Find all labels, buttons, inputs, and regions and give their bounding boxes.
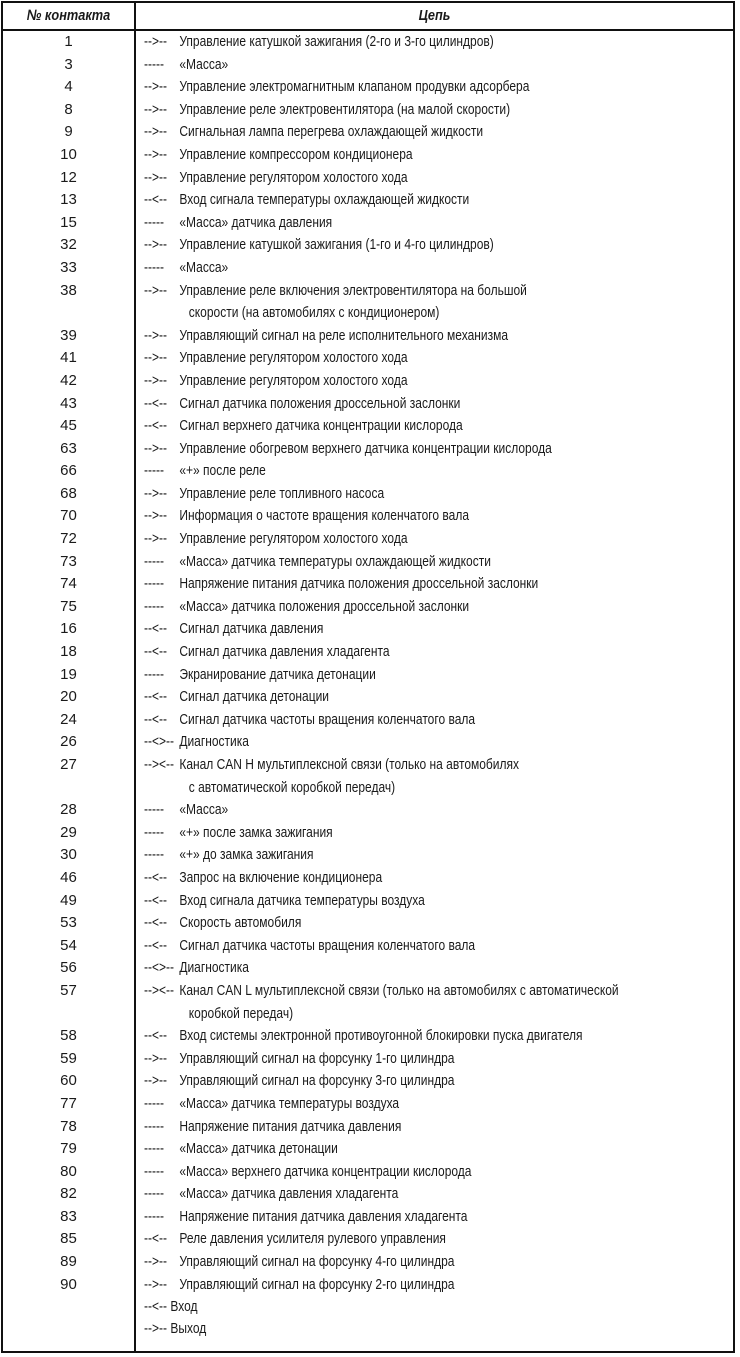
circuit-cell bbox=[144, 1274, 615, 1297]
table-row bbox=[3, 1116, 733, 1139]
circuit-cell bbox=[144, 754, 615, 799]
circuit-description: «Масса» bbox=[179, 55, 229, 73]
circuit-description: Управляющий сигнал на форсунку 3-го цилиндра bbox=[179, 1072, 455, 1090]
circuit-description: Вход сигнала датчика температуры воздуха bbox=[179, 891, 425, 909]
contact-number: 10 bbox=[60, 145, 77, 163]
contact-number: 46 bbox=[60, 868, 77, 886]
table-row bbox=[3, 528, 733, 551]
signal-direction-icon: --<-- bbox=[144, 891, 167, 909]
table-row bbox=[3, 1183, 733, 1206]
circuit-cell bbox=[144, 618, 615, 641]
signal-direction-icon: ----- bbox=[144, 1094, 164, 1112]
circuit-description: Управление регулятором холостого хода bbox=[179, 371, 408, 389]
table-row bbox=[3, 890, 733, 913]
table-row bbox=[3, 1206, 733, 1229]
table-row bbox=[3, 189, 733, 212]
signal-direction-icon: -->-- bbox=[144, 530, 167, 548]
signal-direction-icon: ----- bbox=[144, 1185, 164, 1203]
circuit-cell bbox=[144, 1183, 615, 1206]
signal-direction-icon: ----- bbox=[144, 846, 164, 864]
signal-direction-icon: --<-- bbox=[144, 1027, 167, 1045]
table-row bbox=[3, 1048, 733, 1071]
contact-number: 12 bbox=[60, 168, 77, 186]
circuit-description: «+» после замка зажигания bbox=[179, 823, 333, 841]
contact-number: 80 bbox=[60, 1162, 77, 1180]
circuit-cell bbox=[144, 822, 615, 845]
signal-direction-icon: --<-- bbox=[144, 710, 167, 728]
signal-direction-icon: ----- bbox=[144, 462, 164, 480]
table-row bbox=[3, 754, 733, 799]
signal-direction-icon: -->-- bbox=[144, 281, 167, 299]
signal-direction-icon: -->-- bbox=[144, 439, 167, 457]
contact-number: 18 bbox=[60, 643, 77, 661]
circuit-cell bbox=[144, 483, 615, 506]
contact-number: 13 bbox=[60, 191, 77, 209]
table-row bbox=[3, 370, 733, 393]
circuit-cell bbox=[144, 980, 619, 1025]
table-row bbox=[3, 1093, 733, 1116]
circuit-description: Канал CAN H мультиплексной связи (только на автомобилях bbox=[179, 756, 519, 773]
table-row bbox=[3, 980, 733, 1025]
legend-cell bbox=[144, 1296, 615, 1318]
circuit-cell bbox=[144, 1161, 615, 1184]
table-row bbox=[3, 99, 733, 122]
signal-direction-icon: ----- bbox=[144, 665, 164, 683]
circuit-cell bbox=[144, 844, 615, 867]
circuit-description: Запрос на включение кондиционера bbox=[179, 868, 383, 886]
circuit-cell bbox=[144, 935, 615, 958]
signal-direction-icon: -->-- bbox=[144, 507, 167, 525]
circuit-cell bbox=[144, 1251, 615, 1274]
circuit-description: Вход сигнала температуры охлаждающей жидкости bbox=[179, 191, 470, 209]
contact-number: 32 bbox=[60, 236, 77, 254]
circuit-cell bbox=[144, 551, 615, 574]
table-row bbox=[3, 867, 733, 890]
table-row bbox=[3, 935, 733, 958]
table-row bbox=[3, 1228, 733, 1251]
circuit-description: Управление катушкой зажигания (2-го и 3-го цилиндров) bbox=[179, 33, 494, 50]
contact-number: 19 bbox=[60, 665, 77, 683]
signal-direction-icon: -->-- bbox=[144, 349, 167, 367]
circuit-cell bbox=[144, 505, 615, 528]
signal-direction-icon: ----- bbox=[144, 1207, 164, 1225]
contact-number: 30 bbox=[60, 846, 77, 864]
circuit-cell bbox=[144, 212, 615, 235]
signal-direction-icon: ----- bbox=[144, 258, 164, 276]
circuit-description: Управление реле включения электровентилятора на большой bbox=[179, 281, 527, 299]
circuit-description: Напряжение питания датчика давления хладагента bbox=[179, 1207, 468, 1225]
contact-number: 54 bbox=[60, 936, 77, 954]
circuit-cell bbox=[144, 596, 615, 619]
table-row bbox=[3, 438, 733, 461]
circuit-description: Экранирование датчика детонации bbox=[179, 665, 376, 683]
circuit-description-continued: с автоматической коробкой передач) bbox=[188, 778, 396, 796]
circuit-description: Управление регулятором холостого хода bbox=[179, 530, 408, 548]
circuit-description: «+» до замка зажигания bbox=[179, 846, 314, 864]
contact-number: 73 bbox=[60, 552, 77, 570]
table-body bbox=[3, 31, 733, 1340]
circuit-description: Сигнал датчика давления bbox=[179, 620, 324, 638]
contact-number: 79 bbox=[60, 1140, 77, 1158]
circuit-description: Управление реле топливного насоса bbox=[179, 484, 385, 502]
contact-number: 58 bbox=[60, 1027, 77, 1045]
pinout-table bbox=[1, 1, 735, 1353]
circuit-cell bbox=[144, 1048, 615, 1071]
contact-number: 42 bbox=[60, 371, 77, 389]
circuit-description: Управляющий сигнал на форсунку 1-го цилиндра bbox=[179, 1049, 455, 1067]
circuit-cell bbox=[144, 460, 615, 483]
table-row bbox=[3, 1251, 733, 1274]
circuit-description: Управление электромагнитным клапаном продувки адсорбера bbox=[179, 78, 530, 96]
table-row bbox=[3, 1025, 733, 1048]
circuit-description: Управляющий сигнал на форсунку 2-го цилиндра bbox=[179, 1275, 455, 1293]
signal-direction-icon: --<-- bbox=[144, 914, 167, 932]
table-row bbox=[3, 618, 733, 641]
circuit-description: Управляющий сигнал на реле исполнительного механизма bbox=[179, 326, 509, 344]
circuit-cell bbox=[144, 121, 615, 144]
circuit-description: Сигнал датчика детонации bbox=[179, 688, 329, 706]
circuit-description: Сигнал датчика давления хладагента bbox=[179, 643, 390, 661]
contact-number: 1 bbox=[64, 33, 73, 50]
circuit-cell bbox=[144, 280, 615, 325]
circuit-cell bbox=[144, 257, 615, 280]
table-row bbox=[3, 1138, 733, 1161]
circuit-cell bbox=[144, 1070, 615, 1093]
signal-direction-icon: ----- bbox=[144, 1162, 164, 1180]
circuit-description: Диагностика bbox=[179, 959, 249, 977]
table-row bbox=[3, 121, 733, 144]
table-row bbox=[3, 686, 733, 709]
circuit-cell bbox=[144, 1093, 615, 1116]
table-row bbox=[3, 415, 733, 438]
signal-direction-icon: --><-- bbox=[144, 981, 174, 999]
table-row bbox=[3, 799, 733, 822]
circuit-cell bbox=[144, 99, 615, 122]
table-row bbox=[3, 844, 733, 867]
signal-direction-icon: --<>-- bbox=[144, 733, 174, 751]
legend-cell bbox=[144, 1318, 615, 1340]
contact-number: 39 bbox=[60, 326, 77, 344]
circuit-cell bbox=[144, 1116, 615, 1139]
contact-number: 33 bbox=[60, 258, 77, 276]
circuit-cell bbox=[144, 189, 615, 212]
table-row bbox=[3, 1070, 733, 1093]
circuit-cell bbox=[144, 1138, 615, 1161]
contact-number: 63 bbox=[60, 439, 77, 457]
contact-number: 82 bbox=[60, 1185, 77, 1203]
table-row bbox=[3, 212, 733, 235]
circuit-description: Сигнал верхнего датчика концентрации кислорода bbox=[179, 417, 463, 435]
contact-number: 74 bbox=[60, 575, 77, 593]
circuit-description: «Масса» датчика температуры воздуха bbox=[179, 1094, 400, 1112]
circuit-description: «Масса» датчика температуры охлаждающей жидкости bbox=[179, 552, 491, 570]
contact-number: 20 bbox=[60, 688, 77, 706]
header-contact: № контакта bbox=[26, 7, 111, 24]
circuit-description: «Масса» датчика детонации bbox=[179, 1140, 338, 1158]
contact-number: 68 bbox=[60, 484, 77, 502]
circuit-cell bbox=[144, 347, 615, 370]
circuit-cell bbox=[144, 1025, 615, 1048]
circuit-description: «Масса» датчика положения дроссельной заслонки bbox=[179, 597, 470, 615]
contact-number: 8 bbox=[64, 100, 73, 118]
circuit-cell bbox=[144, 1206, 615, 1229]
contact-number: 78 bbox=[60, 1117, 77, 1135]
circuit-description: «Масса» датчика давления bbox=[179, 213, 333, 231]
signal-direction-icon: -->-- bbox=[144, 168, 167, 186]
signal-direction-icon: -->-- bbox=[144, 1320, 167, 1338]
circuit-cell bbox=[144, 731, 615, 754]
circuit-cell bbox=[144, 799, 615, 822]
signal-direction-icon: -->-- bbox=[144, 145, 167, 163]
circuit-description: Управление обогревом верхнего датчика концентрации кислорода bbox=[179, 439, 552, 457]
signal-direction-icon: -->-- bbox=[144, 1253, 167, 1271]
table-row bbox=[3, 54, 733, 77]
signal-direction-icon: ----- bbox=[144, 801, 164, 819]
contact-number: 9 bbox=[64, 123, 73, 141]
table-header bbox=[3, 3, 733, 31]
table-row bbox=[3, 822, 733, 845]
circuit-description: Напряжение питания датчика положения дроссельной заслонки bbox=[179, 575, 539, 593]
contact-number: 15 bbox=[60, 213, 77, 231]
contact-number: 75 bbox=[60, 597, 77, 615]
circuit-description: Напряжение питания датчика давления bbox=[179, 1117, 402, 1135]
contact-number: 24 bbox=[60, 710, 77, 728]
circuit-description: Диагностика bbox=[179, 733, 249, 751]
legend-label: Вход bbox=[170, 1298, 198, 1316]
contact-number: 66 bbox=[60, 462, 77, 480]
contact-number: 28 bbox=[60, 801, 77, 819]
circuit-cell bbox=[144, 54, 615, 77]
contact-number: 70 bbox=[60, 507, 77, 525]
contact-number: 56 bbox=[60, 959, 77, 977]
table-row bbox=[3, 144, 733, 167]
contact-number: 77 bbox=[60, 1094, 77, 1112]
circuit-description: «+» после реле bbox=[179, 462, 266, 480]
contact-number: 45 bbox=[60, 417, 77, 435]
contact-number: 83 bbox=[60, 1207, 77, 1225]
table-row bbox=[3, 1161, 733, 1184]
signal-direction-icon: -->-- bbox=[144, 123, 167, 141]
contact-number: 43 bbox=[60, 394, 77, 412]
signal-direction-icon: ----- bbox=[144, 552, 164, 570]
circuit-description: Управление регулятором холостого хода bbox=[179, 349, 408, 367]
circuit-cell bbox=[144, 957, 615, 980]
signal-direction-icon: -->-- bbox=[144, 371, 167, 389]
circuit-cell bbox=[144, 370, 615, 393]
circuit-description: Управление компрессором кондиционера bbox=[179, 145, 413, 163]
circuit-description: Вход системы электронной противоугонной блокировки пуска двигателя bbox=[179, 1027, 583, 1045]
signal-direction-icon: ----- bbox=[144, 213, 164, 231]
contact-number: 49 bbox=[60, 891, 77, 909]
circuit-cell bbox=[144, 1228, 615, 1251]
table-row bbox=[3, 709, 733, 732]
table-row bbox=[3, 460, 733, 483]
circuit-description: Управляющий сигнал на форсунку 4-го цилиндра bbox=[179, 1253, 455, 1271]
circuit-description-continued: коробкой передач) bbox=[188, 1004, 294, 1022]
circuit-description: Реле давления усилителя рулевого управления bbox=[179, 1230, 446, 1248]
circuit-cell bbox=[144, 890, 615, 913]
contact-number: 27 bbox=[60, 756, 77, 773]
circuit-cell bbox=[144, 528, 615, 551]
contact-number: 89 bbox=[60, 1253, 77, 1271]
circuit-description: «Масса» bbox=[179, 801, 229, 819]
circuit-description: Управление реле электровентилятора (на малой скорости) bbox=[179, 100, 511, 118]
circuit-description: «Масса» датчика давления хладагента bbox=[179, 1185, 399, 1203]
signal-direction-icon: --><-- bbox=[144, 756, 174, 773]
signal-direction-icon: --<-- bbox=[144, 643, 167, 661]
contact-number: 90 bbox=[60, 1275, 77, 1293]
table-row bbox=[3, 483, 733, 506]
circuit-description: Управление регулятором холостого хода bbox=[179, 168, 408, 186]
contact-number: 4 bbox=[64, 78, 73, 96]
signal-direction-icon: --<-- bbox=[144, 417, 167, 435]
circuit-description: «Масса» bbox=[179, 258, 229, 276]
table-row bbox=[3, 957, 733, 980]
circuit-cell bbox=[144, 867, 615, 890]
circuit-description: Сигнал датчика положения дроссельной заслонки bbox=[179, 394, 461, 412]
table-row bbox=[3, 76, 733, 99]
signal-direction-icon: ----- bbox=[144, 1140, 164, 1158]
circuit-cell bbox=[144, 573, 615, 596]
contact-number: 85 bbox=[60, 1230, 77, 1248]
circuit-cell bbox=[144, 641, 615, 664]
table-row bbox=[3, 664, 733, 687]
table-row bbox=[3, 912, 733, 935]
table-row bbox=[3, 257, 733, 280]
signal-direction-icon: -->-- bbox=[144, 33, 167, 50]
signal-direction-icon: -->-- bbox=[144, 100, 167, 118]
signal-direction-icon: ----- bbox=[144, 55, 164, 73]
signal-direction-icon: -->-- bbox=[144, 326, 167, 344]
signal-direction-icon: --<-- bbox=[144, 868, 167, 886]
contact-number: 41 bbox=[60, 349, 77, 367]
legend-item bbox=[3, 1318, 733, 1340]
table-row bbox=[3, 573, 733, 596]
contact-number: 53 bbox=[60, 914, 77, 932]
circuit-cell bbox=[144, 31, 615, 54]
circuit-description: Информация о частоте вращения коленчатого вала bbox=[179, 507, 470, 525]
contact-number: 60 bbox=[60, 1072, 77, 1090]
table-row bbox=[3, 280, 733, 325]
signal-direction-icon: --<-- bbox=[144, 936, 167, 954]
table-row bbox=[3, 505, 733, 528]
circuit-cell bbox=[144, 438, 615, 461]
contact-number: 16 bbox=[60, 620, 77, 638]
signal-direction-icon: -->-- bbox=[144, 78, 167, 96]
signal-direction-icon: ----- bbox=[144, 597, 164, 615]
table-row bbox=[3, 347, 733, 370]
circuit-cell bbox=[144, 234, 615, 257]
signal-direction-icon: -->-- bbox=[144, 484, 167, 502]
circuit-cell bbox=[144, 912, 615, 935]
table-row bbox=[3, 551, 733, 574]
contact-number: 57 bbox=[60, 981, 77, 999]
signal-direction-icon: --<-- bbox=[144, 620, 167, 638]
circuit-description: Сигнальная лампа перегрева охлаждающей жидкости bbox=[179, 123, 484, 141]
circuit-description: Скорость автомобиля bbox=[179, 914, 302, 932]
header-circuit: Цепь bbox=[418, 7, 451, 24]
signal-direction-icon: --<-- bbox=[144, 394, 167, 412]
signal-direction-icon: -->-- bbox=[144, 1049, 167, 1067]
contact-number: 72 bbox=[60, 530, 77, 548]
table-row bbox=[3, 167, 733, 190]
contact-number: 38 bbox=[60, 281, 77, 299]
circuit-cell bbox=[144, 415, 615, 438]
table-row bbox=[3, 1274, 733, 1297]
signal-direction-icon: -->-- bbox=[144, 1072, 167, 1090]
signal-direction-icon: --<-- bbox=[144, 1298, 167, 1316]
table-row bbox=[3, 325, 733, 348]
circuit-description-continued: скорости (на автомобилях с кондиционером) bbox=[188, 304, 440, 322]
signal-direction-icon: --<-- bbox=[144, 191, 167, 209]
circuit-cell bbox=[144, 393, 615, 416]
signal-direction-icon: --<-- bbox=[144, 688, 167, 706]
circuit-cell bbox=[144, 664, 615, 687]
circuit-description: «Масса» верхнего датчика концентрации кислорода bbox=[179, 1162, 472, 1180]
legend-label: Выход bbox=[170, 1320, 207, 1338]
contact-number: 26 bbox=[60, 733, 77, 751]
contact-number: 3 bbox=[64, 55, 73, 73]
signal-direction-icon: --<>-- bbox=[144, 959, 174, 977]
signal-direction-icon: -->-- bbox=[144, 1275, 167, 1293]
table-row bbox=[3, 596, 733, 619]
circuit-cell bbox=[144, 76, 615, 99]
signal-direction-icon: ----- bbox=[144, 1117, 164, 1135]
signal-direction-icon: ----- bbox=[144, 823, 164, 841]
table-row bbox=[3, 731, 733, 754]
circuit-description: Управление катушкой зажигания (1-го и 4-го цилиндров) bbox=[179, 236, 494, 254]
circuit-cell bbox=[144, 325, 615, 348]
circuit-cell bbox=[144, 144, 615, 167]
circuit-cell bbox=[144, 686, 615, 709]
signal-direction-icon: -->-- bbox=[144, 236, 167, 254]
table-row bbox=[3, 393, 733, 416]
table-row bbox=[3, 641, 733, 664]
circuit-description: Сигнал датчика частоты вращения коленчатого вала bbox=[179, 710, 476, 728]
table-row bbox=[3, 234, 733, 257]
circuit-cell bbox=[144, 167, 615, 190]
contact-number: 59 bbox=[60, 1049, 77, 1067]
circuit-description: Канал CAN L мультиплексной связи (только на автомобилях с автоматической bbox=[179, 981, 619, 999]
legend-item bbox=[3, 1296, 733, 1318]
circuit-cell bbox=[144, 709, 615, 732]
signal-direction-icon: --<-- bbox=[144, 1230, 167, 1248]
signal-direction-icon: ----- bbox=[144, 575, 164, 593]
contact-number: 29 bbox=[60, 823, 77, 841]
table-row bbox=[3, 31, 733, 54]
circuit-description: Сигнал датчика частоты вращения коленчатого вала bbox=[179, 936, 476, 954]
